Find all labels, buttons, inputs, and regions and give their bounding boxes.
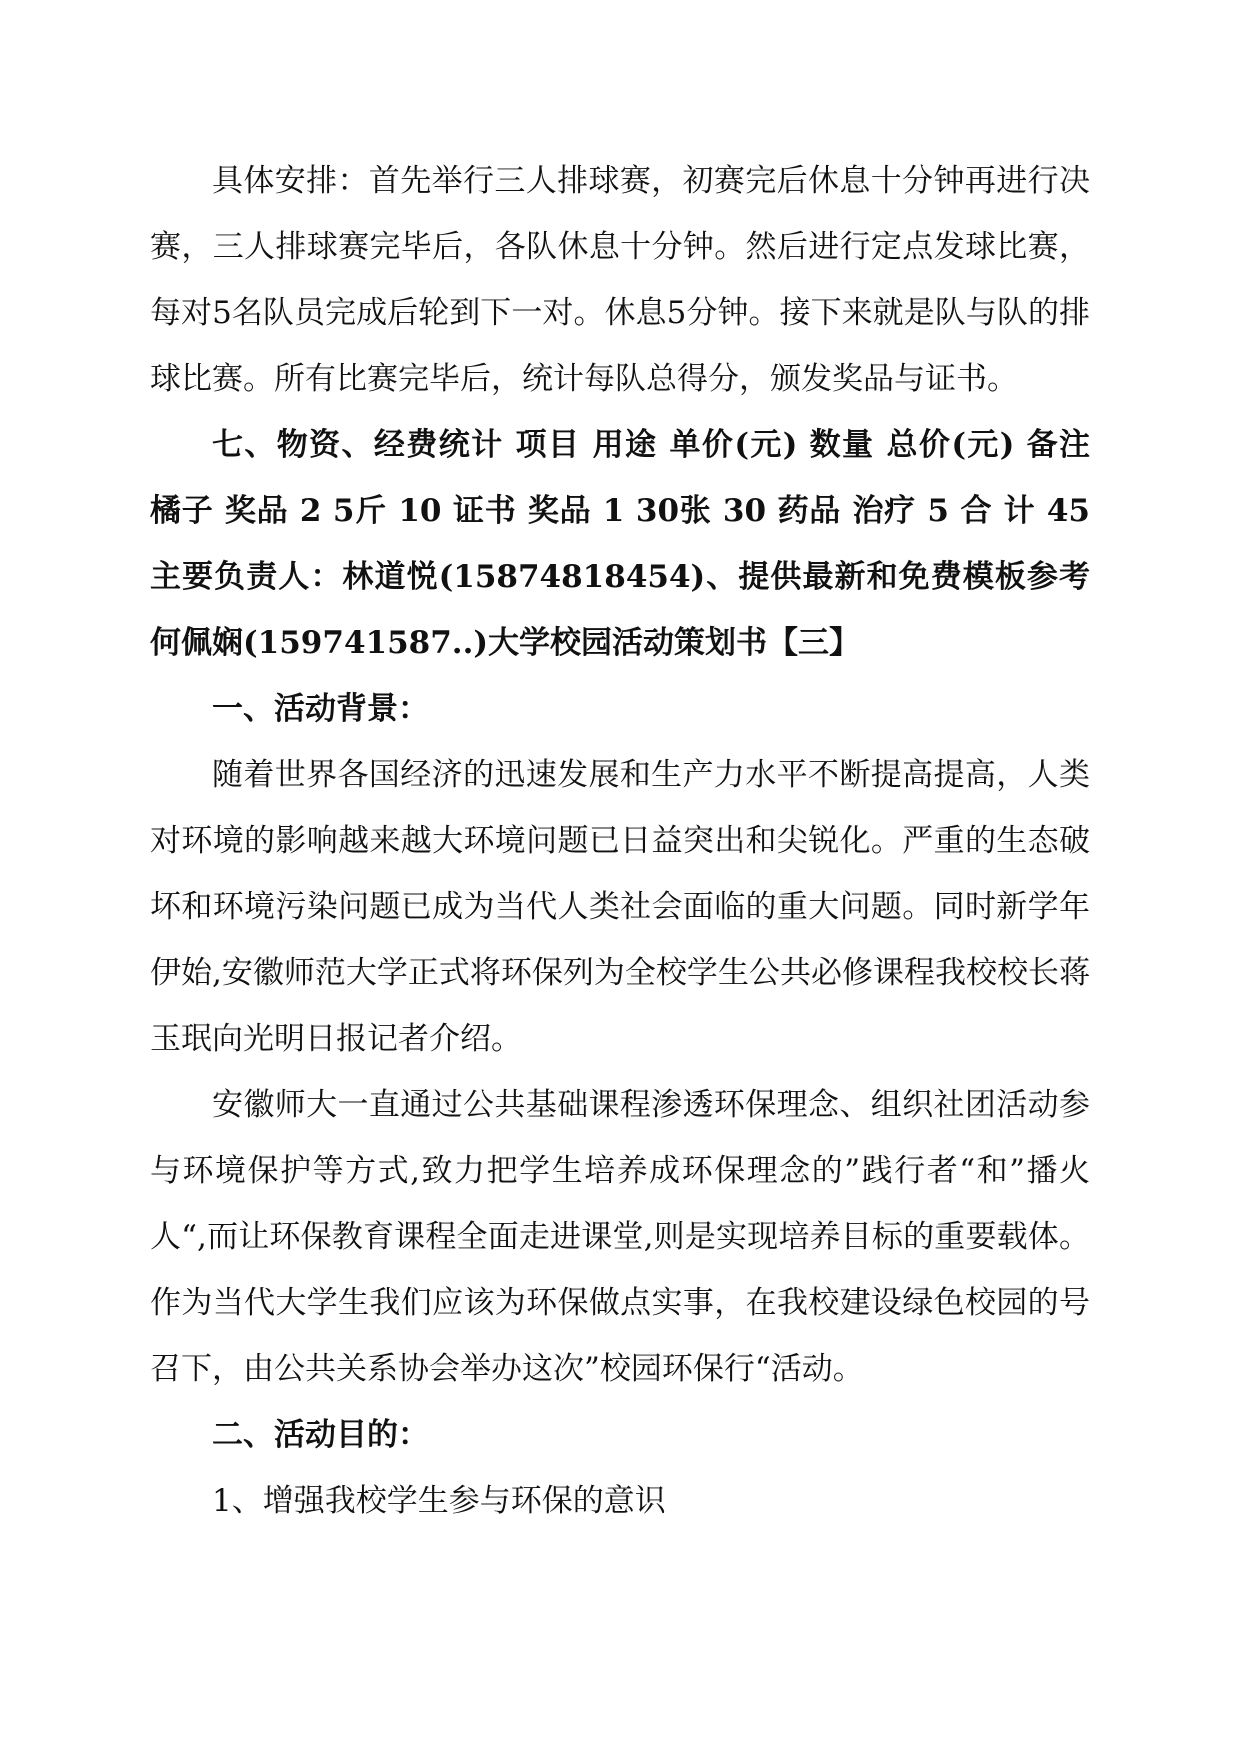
heading-purpose: 二、活动目的： [212, 1417, 429, 1453]
document-body [150, 148, 1090, 1534]
paragraph-schedule: 具体安排：首先举行三人排球赛，初赛完后休息十分钟再进行决赛，三人排球赛完毕后，各队休息十分钟。然后进行定点发球比赛，每对5名队员完成后轮到下一对。休息5分钟。接下来就是队与队的排球比赛。所有比赛完毕后，统计每队总得分，颁发奖品与证书。 [150, 163, 1090, 397]
paragraph-background-2: 安徽师大一直通过公共基础课程渗透环保理念、组织社团活动参与环境保护等方式,致力把学生培养成环保理念的”践行者“和”播火人“,而让环保教育课程全面走进课堂,则是实现培养目标的重要载体。作为当代大学生我们应该为环保做点实事，在我校建设绿色校园的号召下，由公共关系协会举办这次”校园环保行“活动。 [150, 1087, 1090, 1387]
heading-background: 一、活动背景： [212, 691, 429, 727]
paragraph-budget-heading: 七、物资、经费统计 项目 用途 单价(元) 数量 总价(元) 备注 橘子 奖品 2 5斤 10 证书 奖品 1 30张 30 药品 治疗 5 合 计 45 主要负责人：林道悦(15874818454)、提供最新和免费模板参考何佩娴(159741587..)大学校园活动策划书【三】 [150, 427, 1090, 661]
paragraph-background-1: 随着世界各国经济的迅速发展和生产力水平不断提高提高，人类对环境的影响越来越大环境问题已日益突出和尖锐化。严重的生态破坏和环境污染问题已成为当代人类社会面临的重大问题。同时新学年伊始,安徽师范大学正式将环保列为全校学生公共必修课程我校校长蒋玉珉向光明日报记者介绍。 [150, 757, 1090, 1057]
list-item-purpose-1: 1、增强我校学生参与环保的意识 [212, 1483, 666, 1519]
